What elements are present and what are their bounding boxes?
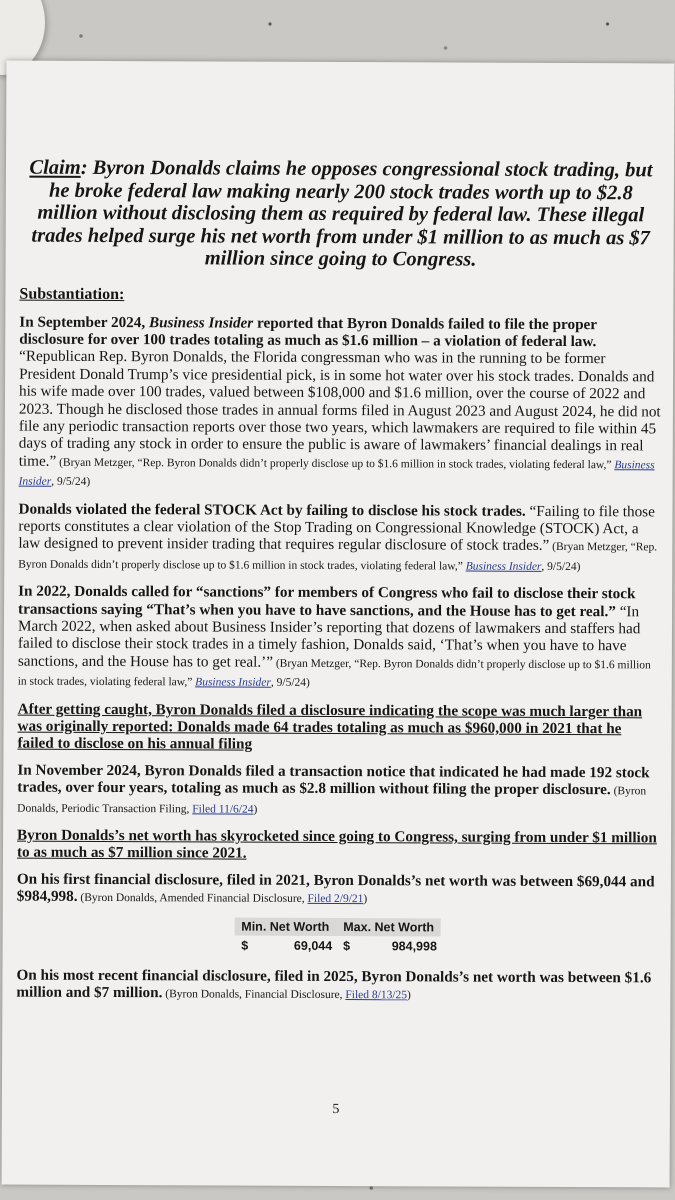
p7-citation-link[interactable]: Filed 2/9/21 <box>307 893 364 906</box>
p1-body: “Republican Rep. Byron Donalds, the Florida congressman who was in the running to be former President Donald Trump’s vice presidential pick, is in some hot water over his stock trades. Donalds and his wife made over 100 trades, valued between $108,000 and $1.6 million, over the course of 2022 and 2023. Though he disclosed those trades in annual forms filed in August 2023 and August 2024, he did not file any periodic transaction reports over those two years, which lawmakers are required to file within 45 days of trading any stock in order to ensure the public is aware of lawmakers’ financial dealings in real time.” <box>18 347 661 470</box>
min-net-worth-header: Min. Net Worth <box>234 917 336 935</box>
paragraph-recent-disclosure <box>16 966 658 1006</box>
max-net-worth-header: Max. Net Worth <box>336 918 441 936</box>
p2-citation-link[interactable]: Business Insider <box>465 560 542 573</box>
paragraph-net-worth-skyrocketed <box>17 827 659 865</box>
claim-text: : Byron Donalds claims he opposes congressional stock trading, but he broke federal law making nearly 200 stock trades worth up to $2.8 million without disclosing them as required by federal law. These illegal trades helped surge his net worth from under $1 million to as much as $7 million since going to Congress. <box>31 156 653 271</box>
p7-citation: (Byron Donalds, Amended Financial Disclosure, Filed 2/9/21) <box>77 892 368 906</box>
p8-lead: On his most recent financial disclosure, filed in 2025, Byron Donalds’s net worth was between $1.6 million and $7 million. <box>16 966 652 1002</box>
min-currency-symbol: $ <box>241 938 249 953</box>
p5-citation-link[interactable]: Filed 11/6/24 <box>192 803 254 816</box>
p4-lead: After getting caught, Byron Donalds filed a disclosure indicating the scope was much larger than was originally reported: Donalds made 64 trades totaling as much as $960,000 in 2021 that he failed to disclose on his annual filing <box>17 700 643 754</box>
p8-citation-link[interactable]: Filed 8/13/25 <box>345 989 408 1002</box>
p1-lead-b: reported that Byron Donalds failed to file the proper disclosure for over 100 trades totaling as much as $1.6 million – a violation of federal law. <box>19 314 597 351</box>
paragraph-after-getting-caught <box>17 700 659 755</box>
p2-body: “Failing to file those reports constitutes a clear violation of the Stop Trading on Congressional Knowledge (STOCK) Act, a law designed to prevent insider trading that requires regular disclosure of stock trades.” <box>18 502 655 555</box>
p1-citation-link[interactable]: Business Insider <box>18 458 655 488</box>
p1-citation: (Bryan Metzger, “Rep. Byron Donalds didn’t properly disclose up to $1.6 million in stock trades, violating federal law,” Business Insider, 9/5/24) <box>18 456 655 489</box>
claim-label: Claim <box>29 156 81 179</box>
p3-citation-link[interactable]: Business Insider <box>195 676 271 689</box>
p2-lead: Donalds violated the federal STOCK Act by failing to disclose his stock trades. <box>18 500 526 520</box>
net-worth-header-row <box>234 917 441 936</box>
paragraph-november-filing <box>17 761 659 820</box>
p1-lead-a: In September 2024, <box>19 313 150 331</box>
min-net-worth-value: 69,044 <box>293 938 333 953</box>
p3-lead: In 2022, Donalds called for “sanctions” for members of Congress who fail to disclose their stock transactions saying “That’s when you have to have sanctions, and the House has to get real.” <box>18 582 636 620</box>
max-currency-symbol: $ <box>343 938 351 953</box>
document-page <box>2 61 675 1188</box>
paragraph-first-disclosure <box>17 870 659 910</box>
p3-citation: (Bryan Metzger, “Rep. Byron Donalds didn’t properly disclose up to $1.6 million in stock trades, violating federal law,” Business Insider, 9/5/24) <box>17 657 651 690</box>
p8-citation: (Byron Donalds, Financial Disclosure, Filed 8/13/25) <box>162 988 411 1002</box>
p1-lead-publication: Business Insider <box>148 313 254 332</box>
claim-statement <box>24 157 658 272</box>
paragraph-business-insider-report <box>19 313 662 494</box>
p3-body: “In March 2022, when asked about Business Insider’s reporting that dozens of lawmakers and staffers had failed to disclose their stock trades in a timely fashion, Donalds said, ‘That’s when you have to have sanctions, and the House has to get real.’” <box>17 602 641 671</box>
document-content <box>16 157 662 1015</box>
p5-lead: In November 2024, Byron Donalds filed a transaction notice that indicated he had made 192 stock trades, over four years, totaling as much as $2.8 million without filing the proper disclosure. <box>17 761 650 799</box>
substantiation-heading: Substantiation: <box>19 285 125 303</box>
p7-lead: On his first financial disclosure, filed in 2021, Byron Donalds’s net worth was between $69,044 and $984,998. <box>16 870 655 906</box>
paragraph-stock-act-violation <box>18 500 660 576</box>
max-net-worth-value: 984,998 <box>391 938 437 954</box>
net-worth-table <box>234 917 441 956</box>
paragraph-sanctions-quote <box>18 583 660 694</box>
page-number: 5 <box>332 1101 340 1118</box>
net-worth-value-row <box>234 935 441 956</box>
p2-citation: (Bryan Metzger, “Rep. Byron Donalds didn’t properly disclose up to $1.6 million in stock trades, violating federal law,” Business Insider, 9/5/24) <box>18 541 658 573</box>
p6-lead: Byron Donalds’s net worth has skyrocketed since going to Congress, surging from under $1 million to as much as $7 million since 2021. <box>16 826 657 863</box>
p5-citation: (Byron Donalds, Periodic Transaction Filing, Filed 11/6/24) <box>17 785 647 816</box>
